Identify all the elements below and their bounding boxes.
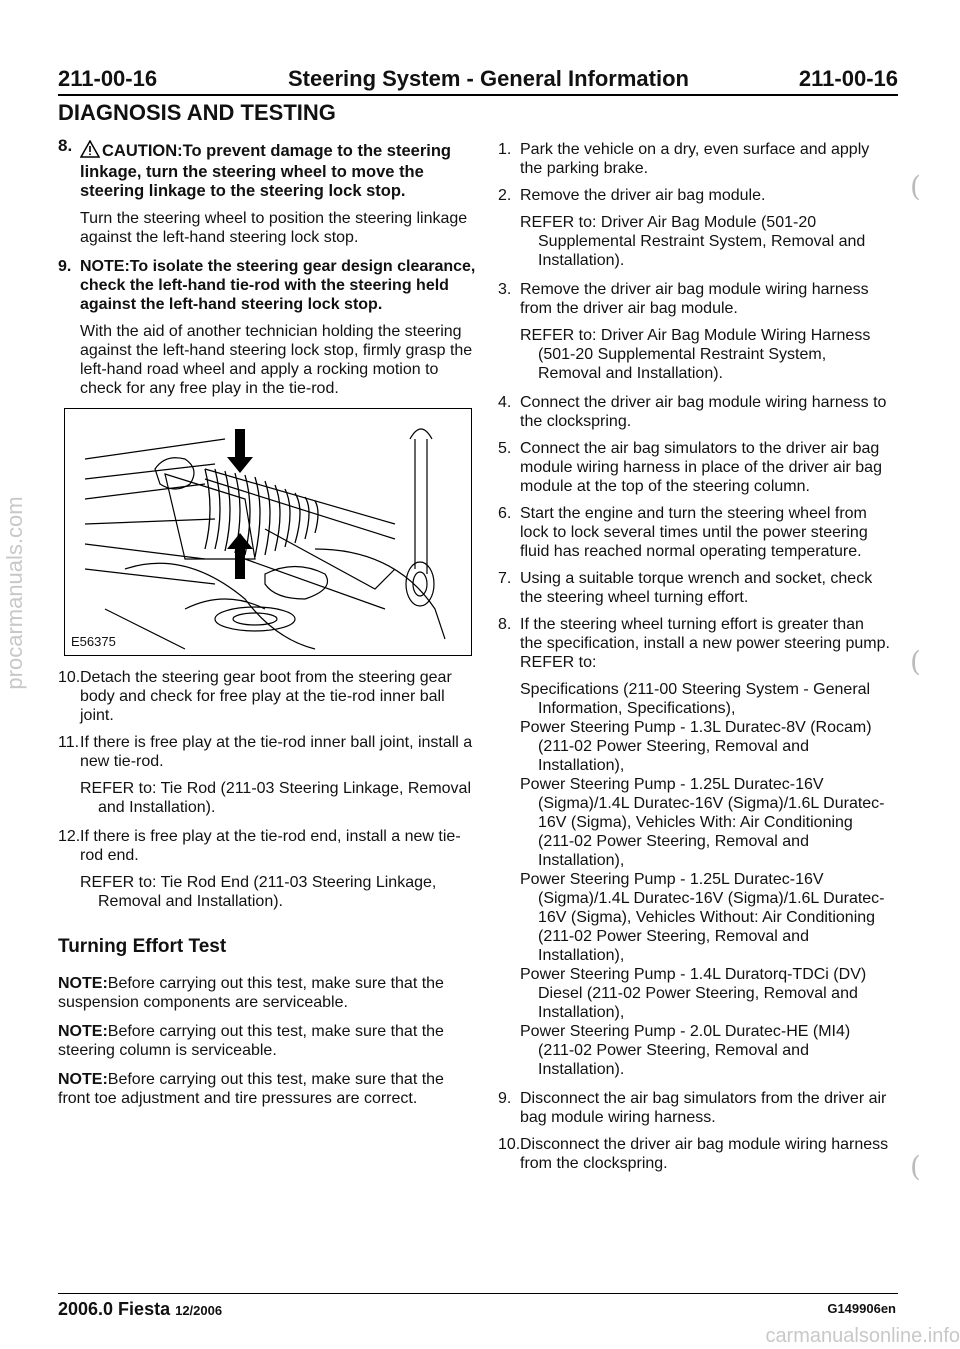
binder-mark: ( [910, 170, 921, 203]
steering-gear-illustration [65, 409, 471, 655]
step-text: If there is free play at the tie-rod inner ball joint, install a new tie-rod. [80, 734, 473, 770]
step-number: 4. [498, 394, 512, 411]
step-8-text: Turn the steering wheel to position the steering linkage against the left-hand steering lock stop. [80, 210, 468, 246]
step-text: Using a suitable torque wrench and socket, check the steering wheel turning effort. [520, 570, 873, 606]
note-label: NOTE: [58, 975, 108, 992]
side-watermark: procarmanuals.com [2, 496, 27, 690]
reference-item: Power Steering Pump - 1.25L Duratec-16V (Sigma)/1.4L Duratec-16V (Sigma)/1.6L Duratec-16V (Sigma), Vehicles Without: Air Conditioning (211-02 Power Steering, Removal and Installation), [520, 871, 885, 964]
step-number: 9. [58, 258, 72, 275]
step-number: 6. [498, 505, 512, 522]
reference-item: Power Steering Pump - 1.4L Duratorq-TDCi (DV) Diesel (211-02 Power Steering, Removal and Installation), [520, 966, 867, 1021]
step-number: 10. [58, 669, 81, 686]
binder-mark: ( [910, 1150, 921, 1183]
step-12 [58, 827, 476, 865]
step-8-right [498, 615, 890, 672]
footer-model [58, 1299, 222, 1320]
step-text: Remove the driver air bag module. [520, 187, 766, 204]
binder-mark: ( [910, 645, 921, 678]
step-5 [498, 439, 890, 496]
step-text: Connect the driver air bag module wiring harness to the clockspring. [520, 394, 887, 430]
note-text: NOTE:To isolate the steering gear design clearance, check the left-hand tie-rod with the steering held against the left-hand steering lock stop. [80, 258, 476, 313]
reference-list [498, 680, 890, 1079]
step-text: Start the engine and turn the steering wheel from lock to lock several times until the power steering fluid has reached normal operating temperature. [520, 505, 868, 560]
step-number: 1. [498, 141, 512, 158]
footer-model-name: 2006.0 Fiesta [58, 1299, 171, 1319]
caution-text: CAUTION:To prevent damage to the steering linkage, turn the steering wheel to move the steering linkage to the steering lock stop. [80, 142, 451, 200]
step-11 [58, 733, 476, 771]
step-number: 9. [498, 1090, 512, 1107]
step-number: 11. [58, 734, 80, 751]
footer-rule [58, 1293, 898, 1294]
step-2 [498, 186, 890, 205]
reference-text: REFER to: Tie Rod End (211-03 Steering Linkage, Removal and Installation). [80, 874, 437, 910]
figure-label: E56375 [71, 634, 116, 649]
reference-item: Specifications (211-00 Steering System - General Information, Specifications), [520, 681, 871, 717]
reference-item: Power Steering Pump - 2.0L Duratec-HE (MI4) (211-02 Power Steering, Removal and Installation). [520, 1023, 851, 1078]
step-1 [498, 140, 890, 178]
note [58, 1022, 476, 1060]
step-3 [498, 280, 890, 318]
reference-text: REFER to: Driver Air Bag Module Wiring Harness (501-20 Supplemental Restraint System, Removal and Installation). [520, 327, 871, 382]
steering-gear-figure [64, 408, 472, 656]
step-9-text: With the aid of another technician holding the steering against the left-hand steering lock stop, firmly grasp the left-hand road wheel and apply a rocking motion to check for any free play in the tie-rod. [80, 323, 473, 397]
footer-date: 12/2006 [175, 1303, 223, 1318]
step-number: 8. [58, 136, 73, 155]
note-text: Before carrying out this test, make sure that the front toe adjustment and tire pressures are correct. [58, 1071, 444, 1107]
step-number: 2. [498, 187, 512, 204]
warning-triangle-icon [80, 140, 100, 163]
step-text: Park the vehicle on a dry, even surface and apply the parking brake. [520, 141, 870, 177]
note-label: NOTE: [58, 1023, 108, 1040]
step-text: Connect the air bag simulators to the driver air bag module wiring harness in place of the driver air bag module at the top of the steering column. [520, 440, 882, 495]
step-number: 5. [498, 440, 512, 457]
step-7 [498, 569, 890, 607]
note [58, 974, 476, 1012]
header-right-code: 211-00-16 [798, 66, 898, 91]
note-label: NOTE: [58, 1071, 108, 1088]
header-rule [58, 94, 898, 96]
step-8 [58, 136, 476, 201]
note [58, 1070, 476, 1108]
right-column [498, 140, 890, 1181]
step-4 [498, 393, 890, 431]
step-number: 12. [58, 828, 81, 845]
step-10 [58, 668, 476, 725]
header-left-code: 211-00-16 [58, 66, 158, 91]
step-text: If the steering wheel turning effort is greater than the specification, install a new power steering pump. REFER to: [520, 616, 890, 671]
step-number: 10. [498, 1136, 521, 1153]
reference-item: Power Steering Pump - 1.25L Duratec-16V (Sigma)/1.4L Duratec-16V (Sigma)/1.6L Duratec-16V (Sigma), Vehicles With: Air Conditioning (211-02 Power Steering, Removal and Installation), [520, 776, 885, 869]
step-text: Detach the steering gear boot from the steering gear body and check for free play at the tie-rod inner ball joint. [80, 669, 452, 724]
step-10-right [498, 1135, 890, 1173]
reference-text: REFER to: Driver Air Bag Module (501-20 Supplemental Restraint System, Removal and Installation). [520, 214, 866, 269]
header-title: Steering System - General Information [288, 66, 689, 91]
step-text: If there is free play at the tie-rod end, install a new tie-rod end. [80, 828, 461, 864]
reference-text: REFER to: Tie Rod (211-03 Steering Linkage, Removal and Installation). [80, 780, 472, 816]
left-column [58, 136, 476, 1118]
step-text: Disconnect the driver air bag module wiring harness from the clockspring. [520, 1136, 889, 1172]
note-text: Before carrying out this test, make sure that the suspension components are serviceable. [58, 975, 444, 1011]
page-header [58, 66, 898, 96]
turning-effort-heading: Turning Effort Test [58, 936, 227, 957]
step-text: Remove the driver air bag module wiring harness from the driver air bag module. [520, 281, 869, 317]
step-number: 8. [498, 616, 512, 633]
step-9-right [498, 1089, 890, 1127]
reference-item: Power Steering Pump - 1.3L Duratec-8V (Rocam) (211-02 Power Steering, Removal and Installation), [520, 719, 872, 774]
note-text: Before carrying out this test, make sure that the steering column is serviceable. [58, 1023, 444, 1059]
step-9 [58, 257, 476, 314]
step-6 [498, 504, 890, 561]
footer-code: G149906en [827, 1301, 896, 1316]
bottom-watermark: carmanualsonline.info [765, 1325, 960, 1347]
step-number: 7. [498, 570, 512, 587]
section-title: DIAGNOSIS AND TESTING [58, 100, 336, 125]
step-number: 3. [498, 281, 512, 298]
step-text: Disconnect the air bag simulators from the driver air bag module wiring harness. [520, 1090, 887, 1126]
